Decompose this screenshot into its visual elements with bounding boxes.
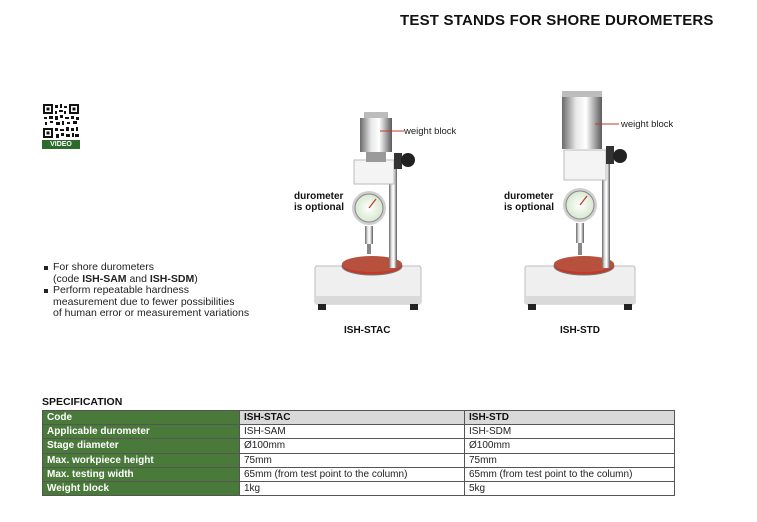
table-row <box>43 439 675 453</box>
table-row <box>43 411 675 425</box>
table-cell-key: Max. testing width <box>43 467 240 481</box>
page-title: TEST STANDS FOR SHORE DUROMETERS <box>400 12 714 29</box>
table-cell: 65mm (from test point to the column) <box>240 467 465 481</box>
feature-text: For shore durometers <box>53 261 154 273</box>
durometer-optional-note: durometer is optional <box>504 191 554 213</box>
product-label: ISH-STAC <box>344 325 391 336</box>
weight-block-callout: weight block <box>404 126 457 137</box>
table-cell: ISH-STAC <box>240 411 465 425</box>
code-label: ISH-SDM <box>149 272 195 285</box>
table-cell: 75mm <box>240 453 465 467</box>
table-cell: 5kg <box>465 481 675 495</box>
qr-code-icon[interactable] <box>42 103 80 139</box>
weight-block-callout: weight block <box>621 119 674 130</box>
feature-text: measurement due to fewer possibilities <box>53 295 235 308</box>
feature-text: Perform repeatable hardness <box>53 284 189 296</box>
table-cell: ISH-SAM <box>240 425 465 439</box>
feature-text: of human error or measurement variations <box>53 307 250 319</box>
table-cell-key: Stage diameter <box>43 439 240 453</box>
list-item <box>43 285 249 320</box>
video-badge[interactable]: VIDEO <box>42 140 80 149</box>
table-row <box>43 425 675 439</box>
specification-title: SPECIFICATION <box>42 396 123 408</box>
specification-table <box>42 410 675 496</box>
table-cell: 75mm <box>465 453 675 467</box>
table-cell: ISH-SDM <box>465 425 675 439</box>
table-cell: ISH-STD <box>465 411 675 425</box>
feature-text: (code ISH-SAM and ISH-SDM) <box>53 272 198 285</box>
table-cell-key: Code <box>43 411 240 425</box>
table-cell: 65mm (from test point to the column) <box>465 467 675 481</box>
product-label: ISH-STD <box>560 325 600 336</box>
durometer-optional-note: durometer is optional <box>294 191 344 213</box>
table-row <box>43 453 675 467</box>
feature-list <box>43 262 249 320</box>
table-cell-key: Weight block <box>43 481 240 495</box>
list-item <box>43 262 249 285</box>
table-cell: Ø100mm <box>465 439 675 453</box>
table-cell: 1kg <box>240 481 465 495</box>
table-row <box>43 467 675 481</box>
table-cell-key: Max. workpiece height <box>43 453 240 467</box>
code-label: ISH-SAM <box>82 272 127 285</box>
table-row <box>43 481 675 495</box>
table-cell: Ø100mm <box>240 439 465 453</box>
table-cell-key: Applicable durometer <box>43 425 240 439</box>
